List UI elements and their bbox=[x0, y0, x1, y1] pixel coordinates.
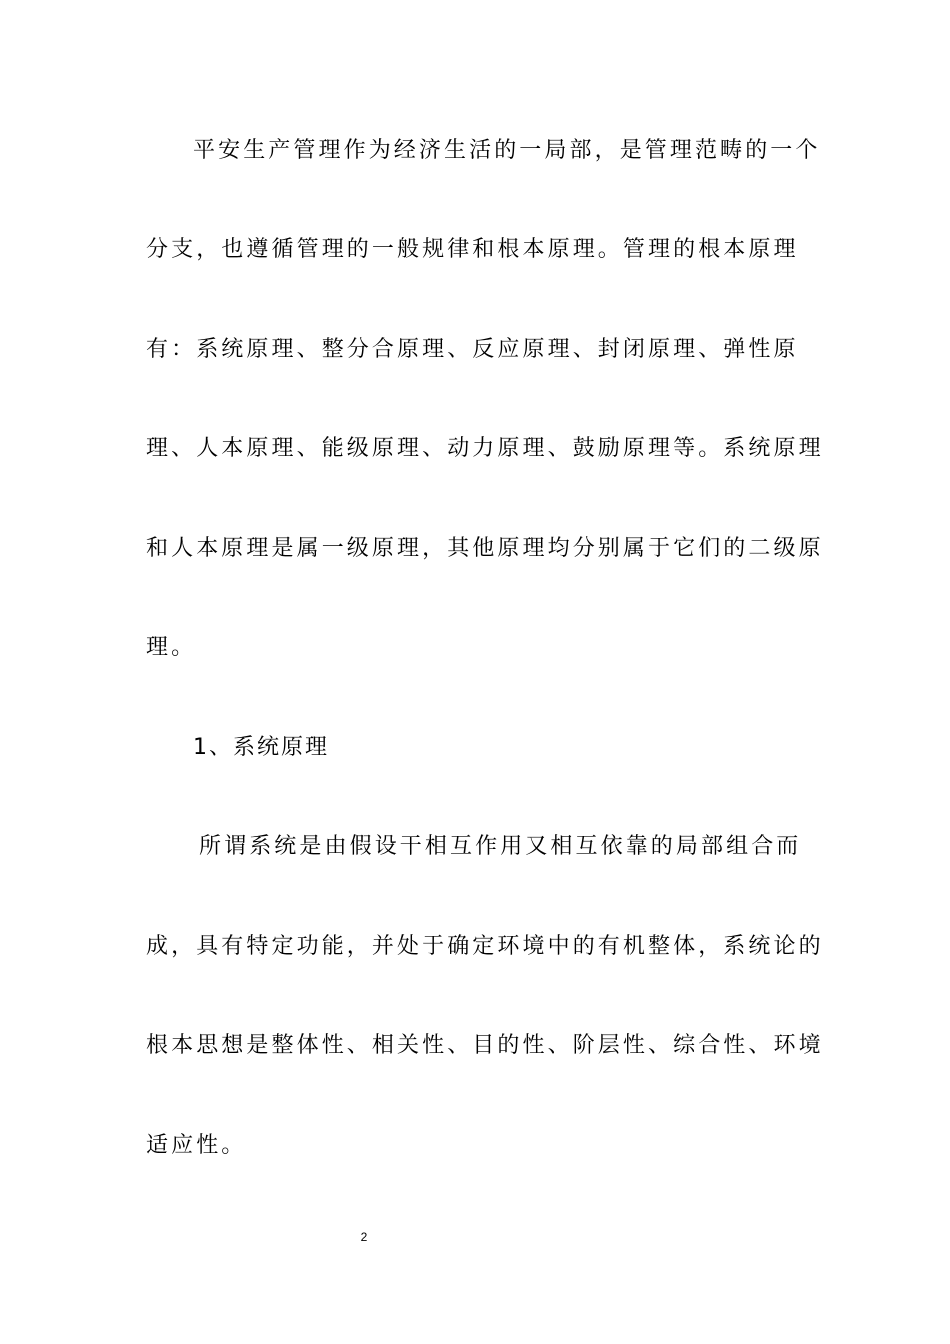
paragraph-2-line-3: 根本思想是整体性、相关性、目的性、阶层性、综合性、环境 bbox=[146, 1033, 824, 1058]
paragraph-1-line-5: 和人本原理是属一级原理，其他原理均分别属于它们的二级原 bbox=[146, 536, 824, 561]
paragraph-1-line-1: 平安生产管理作为经济生活的一局部，是管理范畴的一个 bbox=[193, 138, 821, 163]
paragraph-1-line-2: 分支，也遵循管理的一般规律和根本原理。管理的根本原理 bbox=[146, 237, 799, 262]
page-number: 2 bbox=[360, 1230, 368, 1244]
paragraph-1-line-3: 有：系统原理、整分合原理、反应原理、封闭原理、弹性原 bbox=[146, 337, 799, 362]
paragraph-2-line-2: 成，具有特定功能，并处于确定环境中的有机整体，系统论的 bbox=[146, 934, 824, 959]
section-heading: 1、系统原理 bbox=[193, 735, 329, 760]
paragraph-2-line-4: 适应性。 bbox=[146, 1133, 247, 1158]
paragraph-2-line-1: 所谓系统是由假设干相互作用又相互依靠的局部组合而 bbox=[199, 834, 802, 859]
paragraph-1-line-4: 理、人本原理、能级原理、动力原理、鼓励原理等。系统原理 bbox=[146, 436, 824, 461]
paragraph-1-line-6: 理。 bbox=[146, 635, 197, 660]
